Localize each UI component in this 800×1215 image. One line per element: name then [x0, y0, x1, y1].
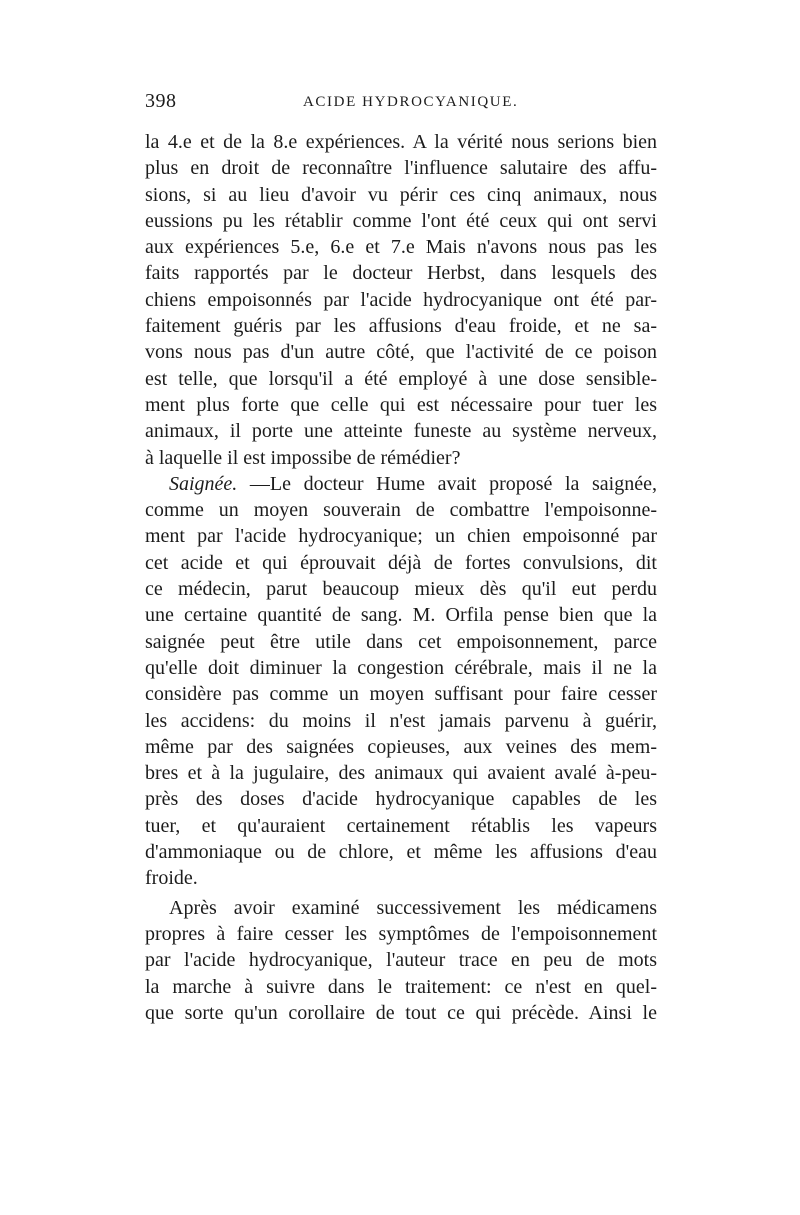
text-line: ment par l'acide hydrocyanique; un chien empoisonné par [145, 525, 657, 548]
section-heading-saignee: Saignée. [169, 472, 238, 495]
text-line: comme un moyen souverain de combattre l'empoisonne- [145, 499, 657, 522]
paragraph-first-line: Après avoir examiné successivement les médicamens [169, 896, 657, 919]
text-line: les accidens: du moins il n'est jamais parvenu à guérir, [145, 709, 657, 732]
text-line: près des doses d'acide hydrocyanique capables de les [145, 788, 657, 811]
running-title: ACIDE HYDROCYANIQUE. [303, 94, 519, 110]
page-number: 398 [145, 90, 177, 112]
text-line: sions, si au lieu d'avoir vu périr ces cinq animaux, nous [145, 183, 657, 206]
text-line: eussions pu les rétablir comme l'ont été ceux qui ont servi [145, 209, 657, 232]
text-line: qu'elle doit diminuer la congestion cérébrale, mais il ne la [145, 656, 657, 679]
text-line: à laquelle il est impossibe de rémédier? [145, 446, 461, 469]
text-line: faits rapportés par le docteur Herbst, dans lesquels des [145, 262, 657, 285]
text-line: d'ammoniaque ou de chlore, et même les affusions d'eau [145, 841, 657, 864]
text-line: par l'acide hydrocyanique, l'auteur trace en peu de mots [145, 949, 657, 972]
body-text [145, 129, 657, 1026]
text-line: plus en droit de reconnaître l'influence salutaire des affu- [145, 157, 657, 180]
text-line: faitement guéris par les affusions d'eau froide, et ne sa- [145, 315, 657, 338]
text-line: vons nous pas d'un autre côté, que l'activité de ce poison [145, 341, 657, 364]
text-fragment: —Le docteur Hume avait proposé la saignée, [237, 472, 657, 495]
text-line: est telle, que lorsqu'il a été employé à une dose sensible- [145, 367, 657, 390]
text-line: saignée peut être utile dans cet empoisonnement, parce [145, 630, 657, 653]
text-line: même par des saignées copieuses, aux veines des mem- [145, 735, 657, 758]
text-line: aux expériences 5.e, 6.e et 7.e Mais n'avons nous pas les [145, 236, 657, 259]
text-line: la 4.e et de la 8.e expériences. A la vérité nous serions bien [145, 131, 657, 153]
text-line: animaux, il porte une atteinte funeste au système nerveux, [145, 420, 657, 443]
text-line: tuer, et qu'auraient certainement rétablis les vapeurs [145, 814, 657, 837]
running-head [145, 86, 657, 116]
text-line: bres et à la jugulaire, des animaux qui avaient avalé à-peu- [145, 762, 657, 785]
text-line: froide. [145, 867, 198, 890]
text-line: que sorte qu'un corollaire de tout ce qui précède. Ainsi le [145, 1001, 657, 1024]
text-line: cet acide et qui éprouvait déjà de fortes convulsions, dit [145, 551, 657, 574]
text-line: la marche à suivre dans le traitement: ce n'est en quel- [145, 975, 657, 998]
text-line: ce médecin, parut beaucoup mieux dès qu'il eut perdu [145, 578, 657, 601]
paragraph-first-line [145, 471, 657, 497]
text-line: chiens empoisonnés par l'acide hydrocyanique ont été par- [145, 288, 657, 311]
text-line: ment plus forte que celle qui est nécessaire pour tuer les [145, 393, 657, 416]
text-line: considère pas comme un moyen suffisant pour faire cesser [145, 683, 657, 706]
text-line: propres à faire cesser les symptômes de l'empoisonnement [145, 922, 657, 945]
text-line: une certaine quantité de sang. M. Orfila pense bien que la [145, 604, 657, 627]
